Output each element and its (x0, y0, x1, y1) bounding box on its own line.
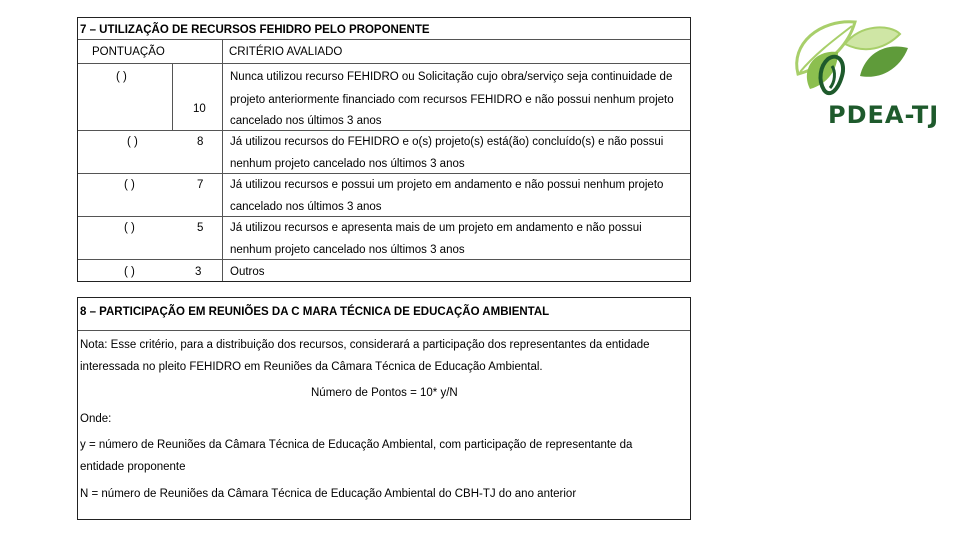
checkbox-option-8[interactable]: ( ) (127, 136, 138, 148)
criteria-text: projeto anteriormente financiado com recursos FEHIDRO e não possui nenhum projeto (230, 94, 674, 106)
section8-title: 8 – PARTICIPAÇÃO EM REUNIÕES DA C MARA TÉCNICA DE EDUCAÇÃO AMBIENTAL (80, 306, 550, 318)
onde-label: Onde: (80, 413, 112, 425)
criteria-text: Já utilizou recursos e apresenta mais de um projeto em andamento e não possui (230, 222, 642, 234)
checkbox-option-3[interactable]: ( ) (124, 266, 135, 278)
criteria-text: Outros (230, 266, 265, 278)
definition-n: N = número de Reuniões da Câmara Técnica de Educação Ambiental do CBH-TJ do ano anterior (80, 488, 577, 500)
points-value: 10 (193, 103, 206, 115)
column-header-criteria: CRITÉRIO AVALIADO (229, 46, 343, 58)
column-header-score: PONTUAÇÃO (92, 46, 165, 58)
note-text: interessada no pleito FEHIDRO em Reuniões da Câmara Técnica de Educação Ambiental. (80, 361, 543, 373)
criteria-text: Nunca utilizou recurso FEHIDRO ou Solicitação cujo obra/serviço seja continuidade de (230, 71, 673, 83)
criteria-text: cancelado nos últimos 3 anos (230, 201, 382, 213)
criteria-text: cancelado nos últimos 3 anos (230, 115, 382, 127)
checkbox-option-10[interactable]: ( ) (116, 71, 127, 83)
criteria-text: nenhum projeto cancelado nos últimos 3 anos (230, 158, 465, 170)
definition-y: entidade proponente (80, 461, 186, 473)
points-value: 5 (197, 222, 204, 234)
logo-text: PDEA-TJ (828, 101, 940, 129)
section7-title: 7 – UTILIZAÇÃO DE RECURSOS FEHIDRO PELO PROPONENTE (80, 24, 430, 36)
criteria-text: Já utilizou recursos do FEHIDRO e o(s) projeto(s) está(ão) concluído(s) e não possui (230, 136, 664, 148)
note-text: Nota: Esse critério, para a distribuição dos recursos, considerará a participação dos representantes da entidade (80, 339, 650, 351)
points-value: 3 (195, 266, 202, 278)
checkbox-option-7[interactable]: ( ) (124, 179, 135, 191)
pdea-tj-logo (780, 14, 940, 134)
definition-y: y = número de Reuniões da Câmara Técnica de Educação Ambiental, com participação de representante da (80, 439, 633, 451)
formula: Número de Pontos = 10* y/N (311, 387, 458, 399)
criteria-text: Já utilizou recursos e possui um projeto em andamento e não possui nenhum projeto (230, 179, 664, 191)
criteria-text: nenhum projeto cancelado nos últimos 3 anos (230, 244, 465, 256)
points-value: 8 (197, 136, 204, 148)
checkbox-option-5[interactable]: ( ) (124, 222, 135, 234)
points-value: 7 (197, 179, 204, 191)
